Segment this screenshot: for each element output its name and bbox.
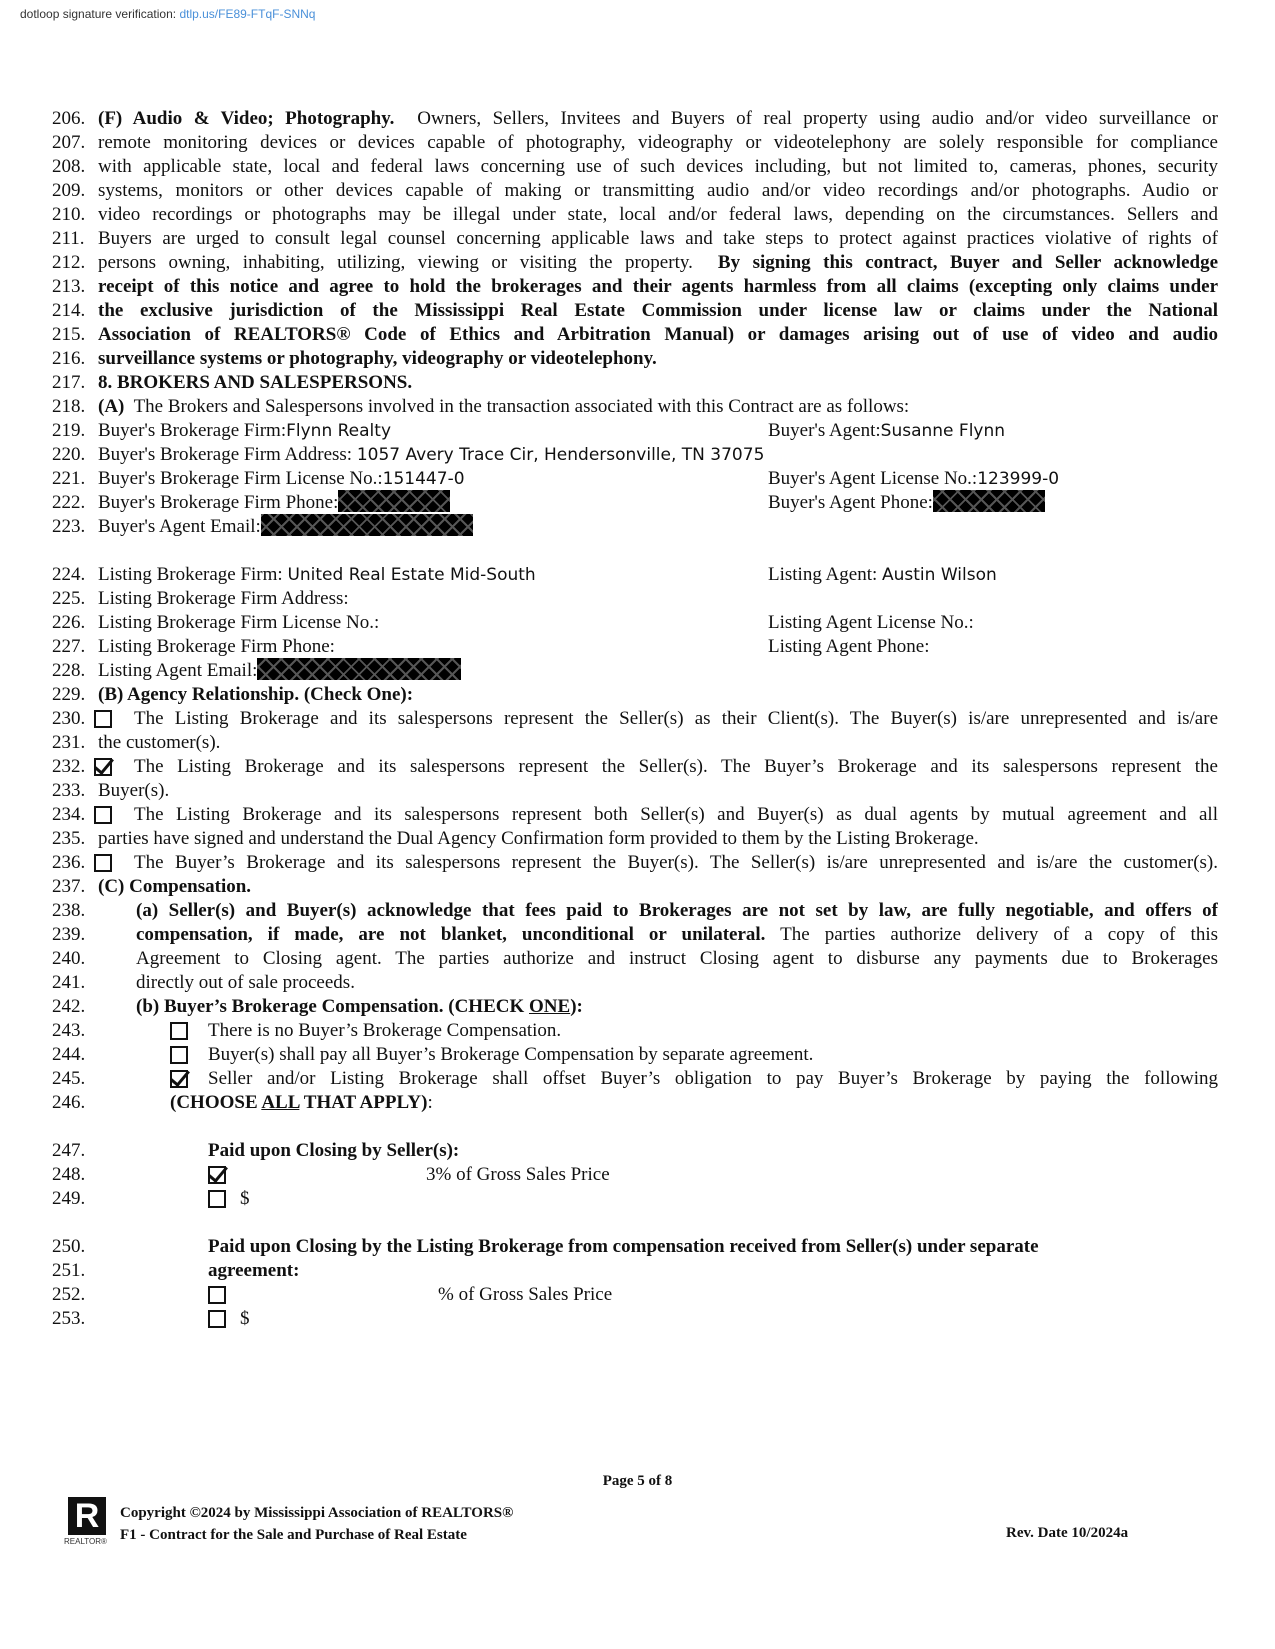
line-text: surveillance systems or photography, videography or videotelephony. xyxy=(98,348,657,369)
bold-span: By signing this contract, Buyer and Seller acknowledge xyxy=(717,252,1218,273)
line-253 xyxy=(52,1306,1218,1331)
line-text: Buyer(s) shall pay all Buyer’s Brokerage Compensation by separate agreement. xyxy=(208,1044,814,1065)
line-233 xyxy=(52,778,1218,803)
line-230 xyxy=(52,706,1218,731)
seller-percent-checkbox[interactable] xyxy=(208,1166,226,1184)
section-title: 8. BROKERS AND SALESPERSONS. xyxy=(98,372,413,393)
line-243 xyxy=(52,1018,1218,1043)
line-number: 238. xyxy=(52,900,86,921)
line-text xyxy=(170,1090,1218,1115)
field-label: Listing Brokerage Firm License No.: xyxy=(98,612,380,633)
line-text xyxy=(98,490,1218,515)
line-246 xyxy=(52,1090,1218,1115)
line-text: video recordings or photographs may be illegal under state, local and/or federal laws, depending on the circumstances. Sellers and xyxy=(98,204,1218,225)
line-232 xyxy=(52,754,1218,779)
line-247 xyxy=(52,1138,1218,1163)
line-text xyxy=(136,922,1218,947)
line-238 xyxy=(52,898,1218,923)
column-two xyxy=(768,418,1005,444)
line-224 xyxy=(52,562,1218,587)
redaction-block xyxy=(261,514,473,536)
line-number: 208. xyxy=(52,156,86,177)
underlined-span: ONE xyxy=(529,996,571,1017)
line-number: 249. xyxy=(52,1188,86,1209)
line-number: 232. xyxy=(52,756,86,777)
field-label: Buyer's Brokerage Firm Address: xyxy=(98,444,353,465)
agency-option-2-checkbox[interactable] xyxy=(94,758,112,776)
line-number: 226. xyxy=(52,612,86,633)
line-213 xyxy=(52,274,1218,299)
field-label: Listing Agent Email: xyxy=(98,660,258,681)
no-compensation-checkbox[interactable] xyxy=(170,1022,188,1040)
line-text: % of Gross Sales Price xyxy=(438,1284,613,1305)
line-number: 218. xyxy=(52,396,86,417)
line-number: 236. xyxy=(52,852,86,873)
line-text: The Listing Brokerage and its salespersons represent the Seller(s). The Buyer’s Brokerage and its salespersons represent the xyxy=(134,756,1218,777)
dollar-sign: $ xyxy=(240,1308,250,1329)
copyright-notice: Copyright ©2024 by Mississippi Association of REALTORS® xyxy=(120,1505,514,1521)
column-two xyxy=(768,562,997,588)
line-245 xyxy=(52,1066,1218,1091)
line-number: 233. xyxy=(52,780,86,801)
seller-dollar-checkbox[interactable] xyxy=(208,1190,226,1208)
line-227 xyxy=(52,634,1218,659)
line-236 xyxy=(52,850,1218,875)
text-span: ): xyxy=(570,996,583,1017)
line-text xyxy=(98,442,1218,468)
text-span: persons owning, inhabiting, utilizing, viewing or visiting the property. xyxy=(98,252,693,273)
realtor-logo-icon: R xyxy=(68,1497,106,1535)
buyers-agent-license-field[interactable]: 123999-0 xyxy=(977,469,1060,489)
line-text: remote monitoring devices or devices capable of photography, videography or videotelephony are solely responsible for compliance xyxy=(98,132,1218,153)
line-218 xyxy=(52,394,1218,419)
agency-option-1-checkbox[interactable] xyxy=(94,710,112,728)
line-number: 237. xyxy=(52,876,86,897)
line-number: 245. xyxy=(52,1068,86,1089)
line-number: 252. xyxy=(52,1284,86,1305)
line-number: 227. xyxy=(52,636,86,657)
line-number: 214. xyxy=(52,300,86,321)
line-221 xyxy=(52,466,1218,491)
line-number: 253. xyxy=(52,1308,86,1329)
dollar-sign: $ xyxy=(240,1188,250,1209)
text-span: % of Gross Sales Price xyxy=(435,1164,610,1185)
line-text: Paid upon Closing by Seller(s): xyxy=(208,1140,460,1161)
line-223 xyxy=(52,514,1218,539)
line-220 xyxy=(52,442,1218,467)
line-241 xyxy=(52,970,1218,995)
line-number: 230. xyxy=(52,708,86,729)
line-text: The Buyer’s Brokerage and its salespersons represent the Buyer(s). The Seller(s) is/are unrepresented and is/are the customer(s). xyxy=(134,852,1218,873)
underlined-span: ALL xyxy=(261,1092,300,1113)
line-text: Buyers are urged to consult legal counsel concerning applicable laws and take steps to protect against practices violative of rights of xyxy=(98,228,1218,249)
line-number: 215. xyxy=(52,324,86,345)
verification-label: dotloop signature verification: xyxy=(20,7,177,21)
column-two xyxy=(768,490,1045,515)
line-231 xyxy=(52,730,1218,755)
line-number: 246. xyxy=(52,1092,86,1113)
field-label: Listing Agent License No.: xyxy=(768,612,974,633)
field-label: Buyer's Agent Phone: xyxy=(768,492,933,513)
line-text: systems, monitors or other devices capable of making or transmitting audio and/or video recordings and/or photographs. Audio or xyxy=(98,180,1218,201)
field-label: Listing Brokerage Firm Address: xyxy=(98,588,349,609)
field-label: Buyer's Brokerage Firm: xyxy=(98,420,287,441)
line-number: 242. xyxy=(52,996,86,1017)
agency-option-3-checkbox[interactable] xyxy=(94,806,112,824)
redaction-block xyxy=(338,490,450,512)
line-244 xyxy=(52,1042,1218,1067)
line-252 xyxy=(52,1282,1218,1307)
line-text xyxy=(98,106,1218,131)
line-text: directly out of sale proceeds. xyxy=(136,972,355,993)
line-214 xyxy=(52,298,1218,323)
line-225 xyxy=(52,586,1218,611)
line-210 xyxy=(52,202,1218,227)
line-216 xyxy=(52,346,1218,371)
line-206 xyxy=(52,106,1218,131)
line-text: parties have signed and understand the Dual Agency Confirmation form provided to them by the Listing Brokerage. xyxy=(98,828,979,849)
line-text: the exclusive jurisdiction of the Mississippi Real Estate Commission under license law or claims under the National xyxy=(98,300,1218,321)
line-number: 241. xyxy=(52,972,86,993)
line-text: the customer(s). xyxy=(98,732,221,753)
section-title: (C) Compensation. xyxy=(98,876,252,897)
field-label: Buyer's Agent Email: xyxy=(98,516,261,537)
line-number: 224. xyxy=(52,564,86,585)
line-number: 206. xyxy=(52,108,86,129)
line-number: 234. xyxy=(52,804,86,825)
line-number: 243. xyxy=(52,1020,86,1041)
line-number: 220. xyxy=(52,444,86,465)
field-label: Listing Agent Phone: xyxy=(768,636,930,657)
text-span: The parties authorize delivery of a copy of this xyxy=(780,924,1218,945)
line-number: 250. xyxy=(52,1236,86,1257)
field-label: Buyer's Brokerage Firm License No.: xyxy=(98,468,383,489)
line-235 xyxy=(52,826,1218,851)
buyer-pays-checkbox[interactable] xyxy=(170,1046,188,1064)
line-number: 247. xyxy=(52,1140,86,1161)
line-text: Association of REALTORS® Code of Ethics and Arbitration Manual) or damages arising out of use of video and audio xyxy=(98,324,1218,345)
line-text: Buyer(s). xyxy=(98,780,170,801)
column-two xyxy=(768,466,1059,492)
line-number: 240. xyxy=(52,948,86,969)
signature-verification xyxy=(20,7,315,21)
line-text: with applicable state, local and federal laws concerning use of such devices including, but not limited to, cameras, phones, security xyxy=(98,156,1218,177)
line-234 xyxy=(52,802,1218,827)
line-text: agreement: xyxy=(208,1260,300,1281)
line-226 xyxy=(52,610,1218,635)
line-222 xyxy=(52,490,1218,515)
listing-brokerage-firm-field[interactable]: United Real Estate Mid-South xyxy=(287,565,536,585)
line-number: 213. xyxy=(52,276,86,297)
line-number: 209. xyxy=(52,180,86,201)
line-237 xyxy=(52,874,1218,899)
line-number: 216. xyxy=(52,348,86,369)
line-number: 235. xyxy=(52,828,86,849)
line-text xyxy=(136,994,1218,1019)
line-text: The Listing Brokerage and its salespersons represent the Seller(s) as their Client(s). The Buyer(s) is/are unrepresented and is/are xyxy=(134,708,1218,729)
text-span: (b) Buyer’s Brokerage Compensation. (CHECK xyxy=(136,996,529,1017)
agency-option-4-checkbox[interactable] xyxy=(94,854,112,872)
text-span: : xyxy=(427,1092,433,1113)
buyers-brokerage-address-field[interactable]: 1057 Avery Trace Cir, Hendersonville, TN 37075 xyxy=(356,445,765,465)
bold-span: THAT APPLY) xyxy=(299,1092,428,1113)
line-text: receipt of this notice and agree to hold the brokerages and their agents harmless from all claims (excepting only claims under xyxy=(98,276,1218,297)
field-label: Buyer's Agent: xyxy=(768,420,881,441)
listing-agent-field[interactable]: Austin Wilson xyxy=(882,565,997,585)
line-number: 251. xyxy=(52,1260,86,1281)
field-label: Listing Agent: xyxy=(768,564,878,585)
revision-date: Rev. Date 10/2024a xyxy=(1006,1525,1129,1541)
line-number: 211. xyxy=(52,228,85,249)
line-number: 225. xyxy=(52,588,86,609)
line-number: 223. xyxy=(52,516,86,537)
bold-span: (CHOOSE xyxy=(170,1092,262,1113)
line-240 xyxy=(52,946,1218,971)
seller-offset-checkbox[interactable] xyxy=(170,1070,188,1088)
line-number: 221. xyxy=(52,468,86,489)
line-229 xyxy=(52,682,1218,707)
line-text: Agreement to Closing agent. The parties authorize and instruct Closing agent to disburse any payments due to Brokerages xyxy=(136,948,1218,969)
buyers-agent-field[interactable]: Susanne Flynn xyxy=(880,421,1006,441)
line-number: 248. xyxy=(52,1164,86,1185)
line-number: 210. xyxy=(52,204,86,225)
line-251 xyxy=(52,1258,1218,1283)
listing-percent-checkbox[interactable] xyxy=(208,1286,226,1304)
line-text xyxy=(98,514,1218,539)
listing-dollar-checkbox[interactable] xyxy=(208,1310,226,1328)
field-label: Buyer's Agent License No.: xyxy=(768,468,978,489)
line-number: 222. xyxy=(52,492,86,513)
line-text xyxy=(98,658,1218,683)
line-208 xyxy=(52,154,1218,179)
verification-link[interactable]: dtlp.us/FE89-FTqF-SNNq xyxy=(179,7,316,21)
line-text: Seller and/or Listing Brokerage shall offset Buyer’s obligation to pay Buyer’s Brokerage by paying the following xyxy=(208,1068,1218,1089)
field-label: Buyer's Brokerage Firm Phone: xyxy=(98,492,339,513)
line-number: 219. xyxy=(52,420,86,441)
buyers-brokerage-license-field[interactable]: 151447-0 xyxy=(382,469,465,489)
field-label: Listing Brokerage Firm: xyxy=(98,564,283,585)
line-number: 207. xyxy=(52,132,86,153)
line-text: (a) Seller(s) and Buyer(s) acknowledge that fees paid to Brokerages are not set by law, are fully negotiable, and offers of xyxy=(136,900,1218,921)
seller-percent-field[interactable]: 3 xyxy=(426,1164,436,1185)
line-text xyxy=(98,394,1218,419)
line-number: 228. xyxy=(52,660,86,681)
redaction-block xyxy=(933,490,1045,512)
field-label: Listing Brokerage Firm Phone: xyxy=(98,636,335,657)
line-207 xyxy=(52,130,1218,155)
line-text xyxy=(98,562,1218,588)
line-text: Paid upon Closing by the Listing Brokerage from compensation received from Seller(s) under separate xyxy=(208,1236,1039,1257)
subsection-letter: (A) xyxy=(98,396,125,417)
section-heading: (F) Audio & Video; Photography. xyxy=(98,108,395,129)
line-248 xyxy=(52,1162,1218,1187)
text-span: Owners, Sellers, Invitees and Buyers of real property using audio and/or video surveillance or xyxy=(417,108,1218,129)
line-text xyxy=(426,1162,1218,1187)
redaction-block xyxy=(257,658,461,680)
line-209 xyxy=(52,178,1218,203)
line-242 xyxy=(52,994,1218,1019)
line-250 xyxy=(52,1234,1218,1259)
line-number: 217. xyxy=(52,372,86,393)
line-number: 244. xyxy=(52,1044,86,1065)
section-title: (B) Agency Relationship. (Check One): xyxy=(98,684,414,705)
line-215 xyxy=(52,322,1218,347)
buyers-brokerage-firm-field[interactable]: Flynn Realty xyxy=(286,421,391,441)
text-span: The Brokers and Salespersons involved in the transaction associated with this Contract are as follows: xyxy=(133,396,910,417)
line-text xyxy=(98,418,1218,444)
line-text xyxy=(98,250,1218,275)
line-text: There is no Buyer’s Brokerage Compensation. xyxy=(208,1020,562,1041)
line-239 xyxy=(52,922,1218,947)
line-217 xyxy=(52,370,1218,395)
form-title: F1 - Contract for the Sale and Purchase of Real Estate xyxy=(120,1527,467,1543)
line-228 xyxy=(52,658,1218,683)
line-number: 229. xyxy=(52,684,86,705)
line-text: The Listing Brokerage and its salespersons represent both Seller(s) and Buyer(s) as dual agents by mutual agreement and all xyxy=(134,804,1218,825)
bold-span: compensation, if made, are not blanket, unconditional or unilateral. xyxy=(136,924,766,945)
line-number: 212. xyxy=(52,252,86,273)
realtor-logo-caption: REALTOR® xyxy=(64,1537,107,1546)
line-212 xyxy=(52,250,1218,275)
line-number: 231. xyxy=(52,732,86,753)
line-211 xyxy=(52,226,1218,251)
line-number: 239. xyxy=(52,924,86,945)
line-249 xyxy=(52,1186,1218,1211)
line-219 xyxy=(52,418,1218,443)
page-number: Page 5 of 8 xyxy=(602,1473,673,1489)
